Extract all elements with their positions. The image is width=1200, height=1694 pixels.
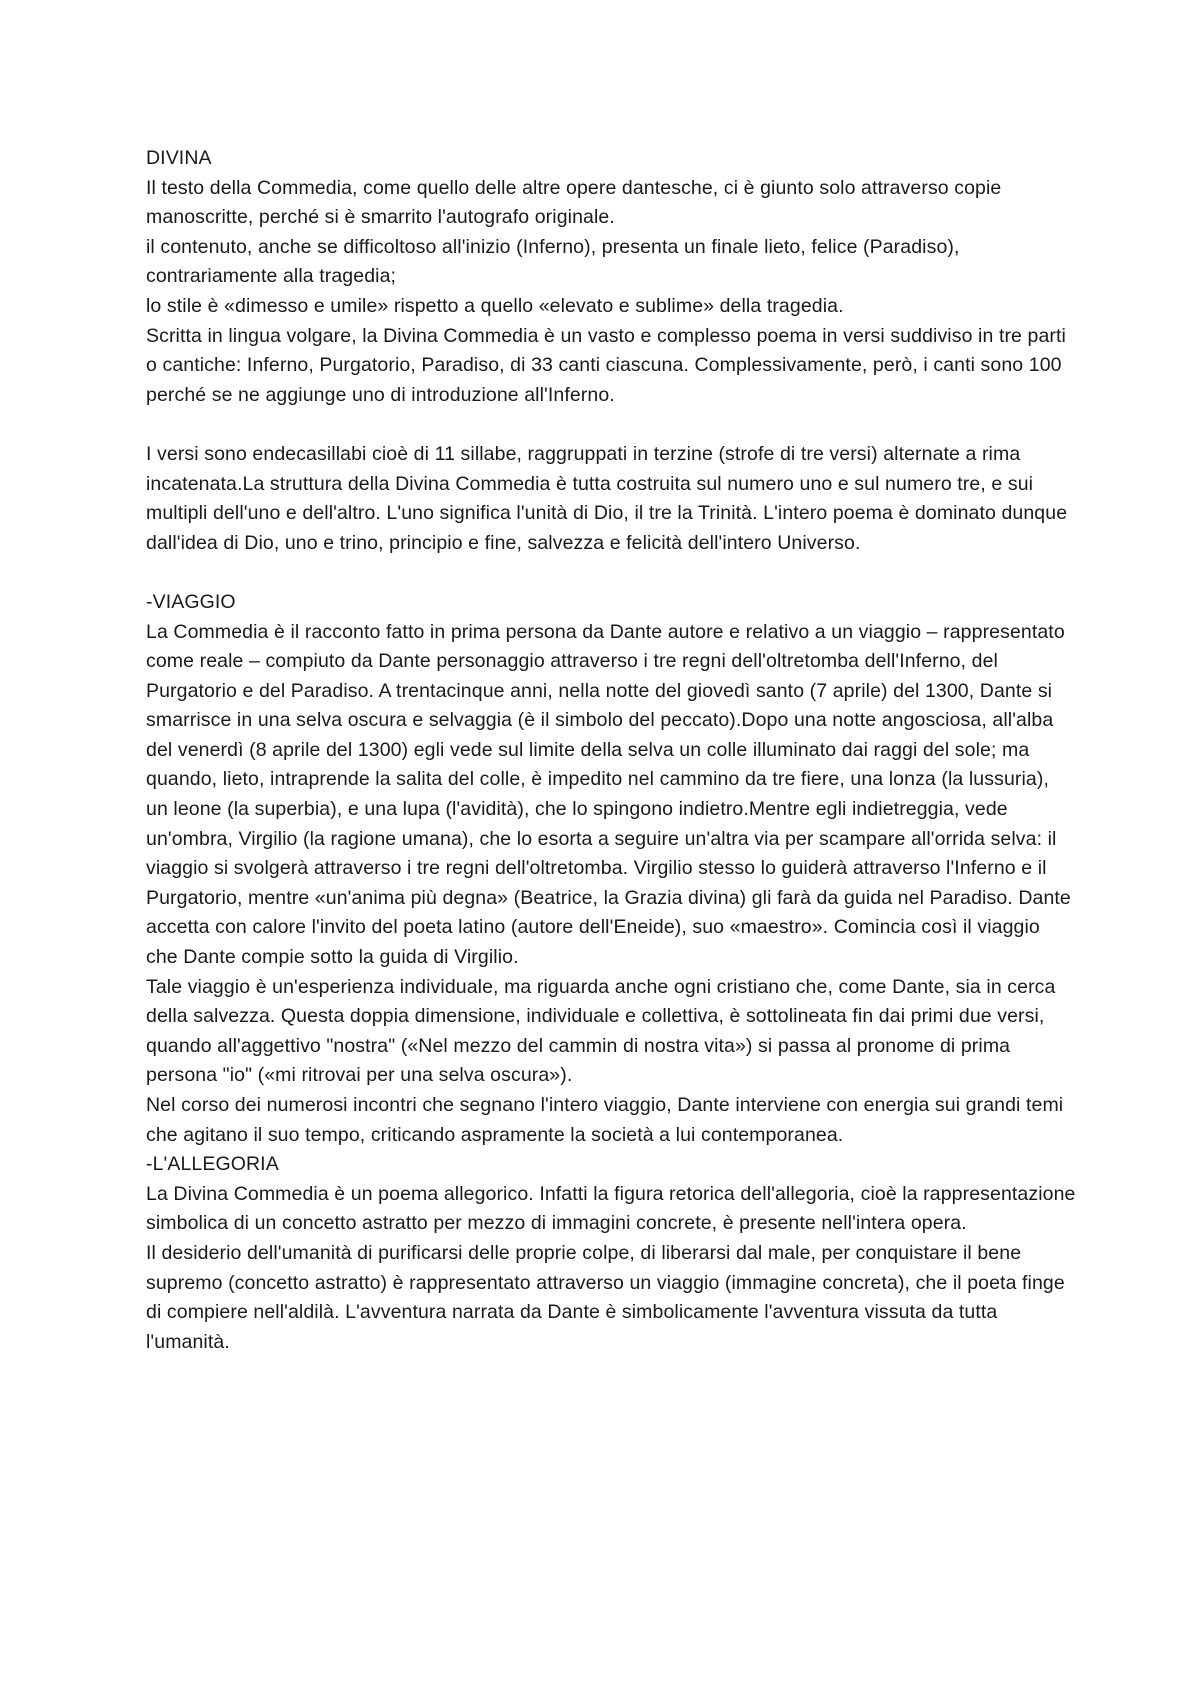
document-title: DIVINA [146,147,212,169]
viaggio-paragraph: La Commedia è il racconto fatto in prima persona da Dante autore e relativo a un viaggio – rappresentato come reale – compiuto da Dante personaggio attraverso i tre regni dell'oltretomba dell'Inferno, del Purgatorio e del Paradiso. A trentacinque anni, nella notte del giovedì santo (7 aprile) del 1300, Dante si smarrisce in una selva oscura e selvaggia (è il simbolo del peccato).Dopo una notte angosciosa, all'alba del venerdì (8 aprile del 1300) egli vede sul limite della selva un colle illuminato dai raggi del sole; ma quando, lieto, intraprende la salita del colle, è impedito nel cammino da tre fiere, una lonza (la lussuria), un leone (la superbia), e una lupa (l'avidità), che lo spingono indietro.Mentre egli indietreggia, vede un'ombra, Virgilio (la ragione umana), che lo esorta a seguire un'altra via per scampare all'orrida selva: il viaggio si svolgerà attraverso i tre regni dell'oltretomba. Virgilio stesso lo guiderà attraverso l'Inferno e il Purgatorio, mentre «un'anima più degna» (Beatrice, la Grazia divina) gli farà da guida nel Paradiso. Dante accetta con calore l'invito del poeta latino (autore dell'Eneide), suo «maestro». Comincia così il viaggio che Dante compie sotto la guida di Virgilio. [146,620,1071,969]
versi-paragraph: I versi sono endecasillabi cioè di 11 sillabe, raggruppati in terzine (strofe di tre versi) alternate a rima incatenata.La struttura della Divina Commedia è tutta costruita sul numero uno e sul numero tre, e sui multipli dell'uno e dell'altro. L'uno significa l'unità di Dio, il tre la Trinità. L'intero poema è dominato dunque dall'idea di Dio, uno e trino, principio e fine, salvezza e felicità dell'intero Universo. [146,442,1068,554]
viaggio-paragraph: Nel corso dei numerosi incontri che segnano l'intero viaggio, Dante interviene con energia sui grandi temi che agitano il suo tempo, criticando aspramente la società a lui contemporanea. [146,1094,1064,1146]
viaggio-paragraph: Tale viaggio è un'esperienza individuale, ma riguarda anche ogni cristiano che, come Dante, sia in cerca della salvezza. Questa doppia dimensione, individuale e collettiva, è sottolineata fin dai primi due versi, quando all'aggettivo "nostra" («Nel mezzo del cammin di nostra vita») si passa al pronome di prima persona "io" («mi ritrovai per una selva oscura»). [146,975,1056,1087]
intro-paragraph: Scritta in lingua volgare, la Divina Commedia è un vasto e complesso poema in versi suddiviso in tre parti o cantiche: Inferno, Purgatorio, Paradiso, di 33 canti ciascuna. Complessivamente, però, i canti sono 100 perché se ne aggiunge uno di introduzione all'Inferno. [146,324,1066,406]
intro-paragraph: Il testo della Commedia, come quello delle altre opere dantesche, ci è giunto solo attraverso copie manoscritte, perché si è smarrito l'autografo originale. [146,176,1002,229]
document-page [146,144,1076,1357]
allegoria-heading: -L'ALLEGORIA [146,1153,279,1176]
viaggio-heading: -VIAGGIO [146,590,236,613]
paragraph-spacer [146,410,1076,440]
intro-paragraph: il contenuto, anche se difficoltoso all'inizio (Inferno), presenta un finale lieto, felice (Paradiso), contrariamente alla tragedia; [146,235,960,288]
paragraph-spacer [146,558,1076,588]
allegoria-paragraph: La Divina Commedia è un poema allegorico. Infatti la figura retorica dell'allegoria, cioè la rappresentazione simbolica di un concetto astratto per mezzo di immagini concrete, è presente nell'intera opera. [146,1182,1076,1235]
intro-paragraph: lo stile è «dimesso e umile» rispetto a quello «elevato e sublime» della tragedia. [146,294,844,317]
allegoria-paragraph: Il desiderio dell'umanità di purificarsi delle proprie colpe, di liberarsi dal male, per conquistare il bene supremo (concetto astratto) è rappresentato attraverso un viaggio (immagine concreta), che il poeta finge di compiere nell'aldilà. L'avventura narrata da Dante è simbolicamente l'avventura vissuta da tutta l'umanità. [146,1241,1065,1353]
